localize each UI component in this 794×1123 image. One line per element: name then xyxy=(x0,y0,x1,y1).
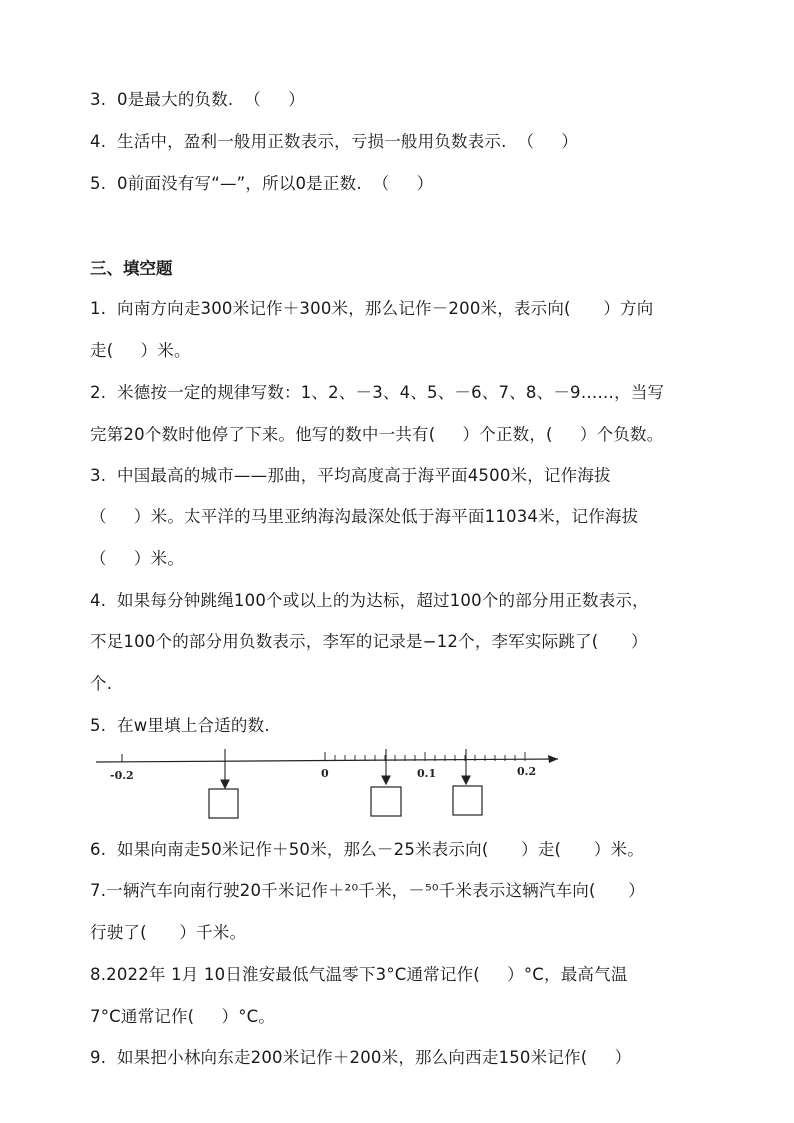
judgement-item-4: 4. 生活中，盈利一般用正数表示，亏损一般用负数表示. （ ） xyxy=(90,132,579,151)
number-line-diagram xyxy=(96,744,566,824)
answer-box-2[interactable] xyxy=(371,787,401,816)
question-6-line-1: 6. 如果向南走50米记作＋50米，那么－25米表示向( ）走( ）米。 xyxy=(90,840,644,859)
question-5-line-1: 5. 在w里填上合适的数. xyxy=(90,716,270,735)
question-4-line-3: 个. xyxy=(90,674,113,693)
question-8-line-1: 8.2022年 1月 10日淮安最低气温零下3°C通常记作( ）°C，最高气温 xyxy=(90,965,628,984)
judgement-item-3: 3. 0是最大的负数. （ ） xyxy=(90,90,305,109)
label-zero: 0 xyxy=(321,767,329,780)
question-1-line-2: 走( ）米。 xyxy=(90,341,191,360)
question-7-line-2: 行驶了( ）千米。 xyxy=(90,923,247,942)
question-1-line-1: 1. 向南方向走300米记作＋300米，那么记作－200米，表示向( ）方向 xyxy=(90,299,654,318)
answer-box-3[interactable] xyxy=(453,786,482,815)
arrow-2 xyxy=(382,749,390,784)
question-7-line-1: 7.一辆汽车向南行驶20千米记作＋²⁰千米，－⁵⁰千米表示这辆汽车向( ） xyxy=(90,881,646,900)
question-4-line-1: 4. 如果每分钟跳绳100个或以上的为达标，超过100个的部分用正数表示， xyxy=(90,591,649,610)
label-0-1: 0.1 xyxy=(417,767,437,780)
arrow-3 xyxy=(462,749,470,784)
judgement-item-5: 5. 0前面没有写“—”，所以0是正数. （ ） xyxy=(90,174,434,193)
question-3-line-2: （ ）米。太平洋的马里亚纳海沟最深处低于海平面11034米，记作海拔 xyxy=(90,507,639,526)
label-minus-0-2: -0.2 xyxy=(110,769,134,782)
number-line-arrowhead xyxy=(548,755,558,763)
label-0-2: 0.2 xyxy=(517,765,537,778)
question-8-line-2: 7°C通常记作( ）°C。 xyxy=(90,1007,276,1026)
arrow-1 xyxy=(221,749,229,788)
question-3-line-1: 3. 中国最高的城市——那曲，平均高度高于海平面4500米，记作海拔 xyxy=(90,466,611,485)
number-line-axis xyxy=(96,759,558,762)
question-2-line-1: 2. 米德按一定的规律写数：1、2、－3、4、5、－6、7、8、－9……，当写 xyxy=(90,383,665,402)
question-2-line-2: 完第20个数时他停了下来。他写的数中一共有( ）个正数，( ）个负数。 xyxy=(90,425,664,444)
answer-box-1[interactable] xyxy=(209,789,238,818)
question-3-line-3: （ ）米。 xyxy=(90,549,185,568)
question-4-line-2: 不足100个的部分用负数表示，李军的记录是−12个，李军实际跳了( ） xyxy=(90,632,648,651)
section-heading: 三、填空题 xyxy=(90,259,173,278)
question-9-line-1: 9. 如果把小林向东走200米记作＋200米，那么向西走150米记作( ） xyxy=(90,1048,632,1067)
